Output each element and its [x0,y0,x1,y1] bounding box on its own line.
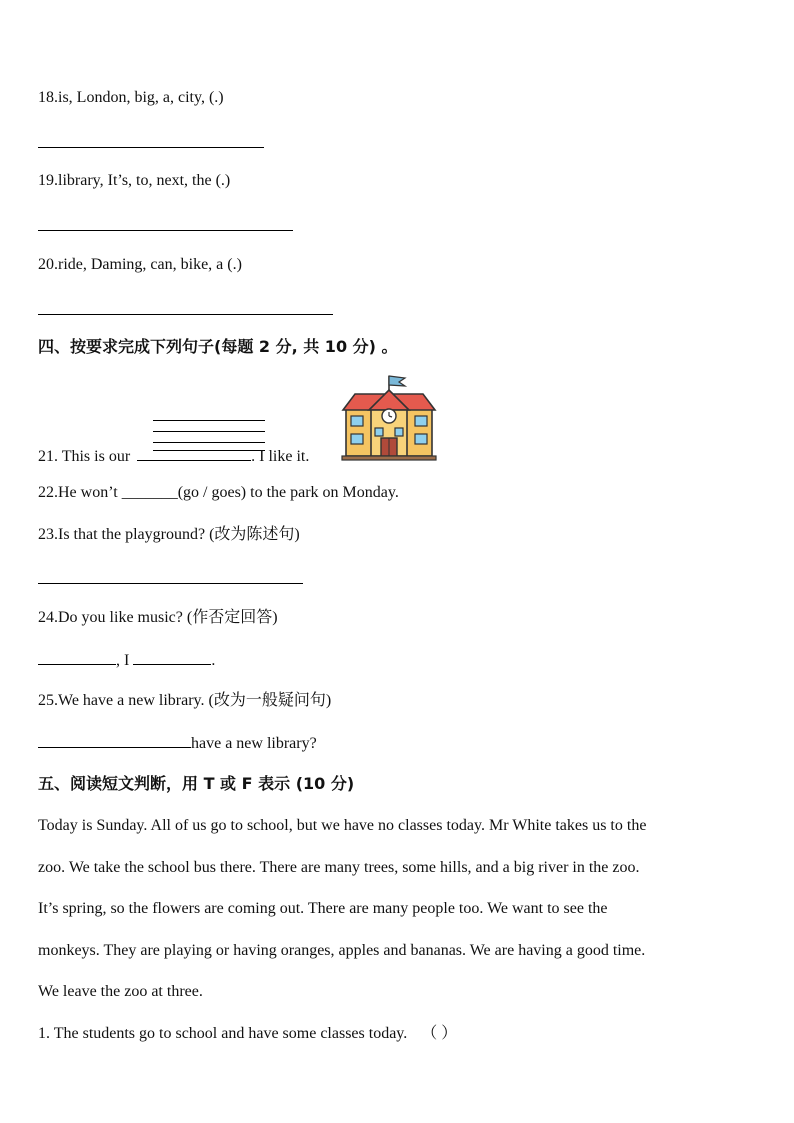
q21-text-before: 21. This is our [38,448,131,465]
school-building-icon [341,372,437,462]
passage-line-3: It’s spring, so the flowers are coming out. There are many people too. We want to see the [38,900,608,917]
question-23: 23.Is that the playground? (改为陈述句) [38,526,300,543]
answer-line-23[interactable] [38,583,303,584]
passage-line-2: zoo. We take the school bus there. There are many trees, some hills, and a big river in the zoo. [38,859,640,876]
q21-text-after: . I like it. [251,448,310,465]
q24-answer-blank-1[interactable] [38,650,116,665]
section-4-heading: 四、按要求完成下列句子(每题 2 分, 共 10 分) 。 [38,337,398,356]
q25-answer-end: have a new library? [191,735,317,752]
question-25: 25.We have a new library. (改为一般疑问句) [38,692,332,709]
answer-line-18[interactable] [38,147,264,148]
q24-answer-end: . [211,652,216,669]
passage-line-4: monkeys. They are playing or having oranges, apples and bananas. We are having a good time. [38,942,646,959]
answer-line-19[interactable] [38,230,293,231]
question-22: 22.He won’t _______(go / goes) to the park on Monday. [38,484,399,501]
question-18: 18.is, London, big, a, city, (.) [38,89,224,106]
reading-question-1 [38,1024,457,1044]
question-19: 19.library, It’s, to, next, the (.) [38,172,231,189]
passage-line-1: Today is Sunday. All of us go to school, but we have no classes today. Mr White takes us to the [38,817,647,834]
q25-answer-blank[interactable] [38,733,191,748]
question-20: 20.ride, Daming, can, bike, a (.) [38,256,242,273]
q21-answer-blank[interactable] [137,446,251,461]
reading-question-1-text: 1. The students go to school and have some classes today. [38,1025,408,1042]
q24-answer-mid: , I [116,652,130,669]
passage-line-5: We leave the zoo at three. [38,983,203,1000]
question-21 [38,446,309,467]
answer-24 [38,650,215,671]
answer-line-20[interactable] [38,314,333,315]
q21-blank-line-3 [153,442,265,443]
answer-25 [38,733,317,754]
q21-blank-line-1 [153,420,265,421]
q21-blank-line-2 [153,431,265,432]
reading-question-1-answer-bracket[interactable]: （ ） [421,1025,458,1042]
section-5-heading: 五、阅读短文判断，用 T 或 F 表示 (10 分) [38,774,355,793]
question-24: 24.Do you like music? (作否定回答) [38,609,278,626]
q24-answer-blank-2[interactable] [133,650,211,665]
